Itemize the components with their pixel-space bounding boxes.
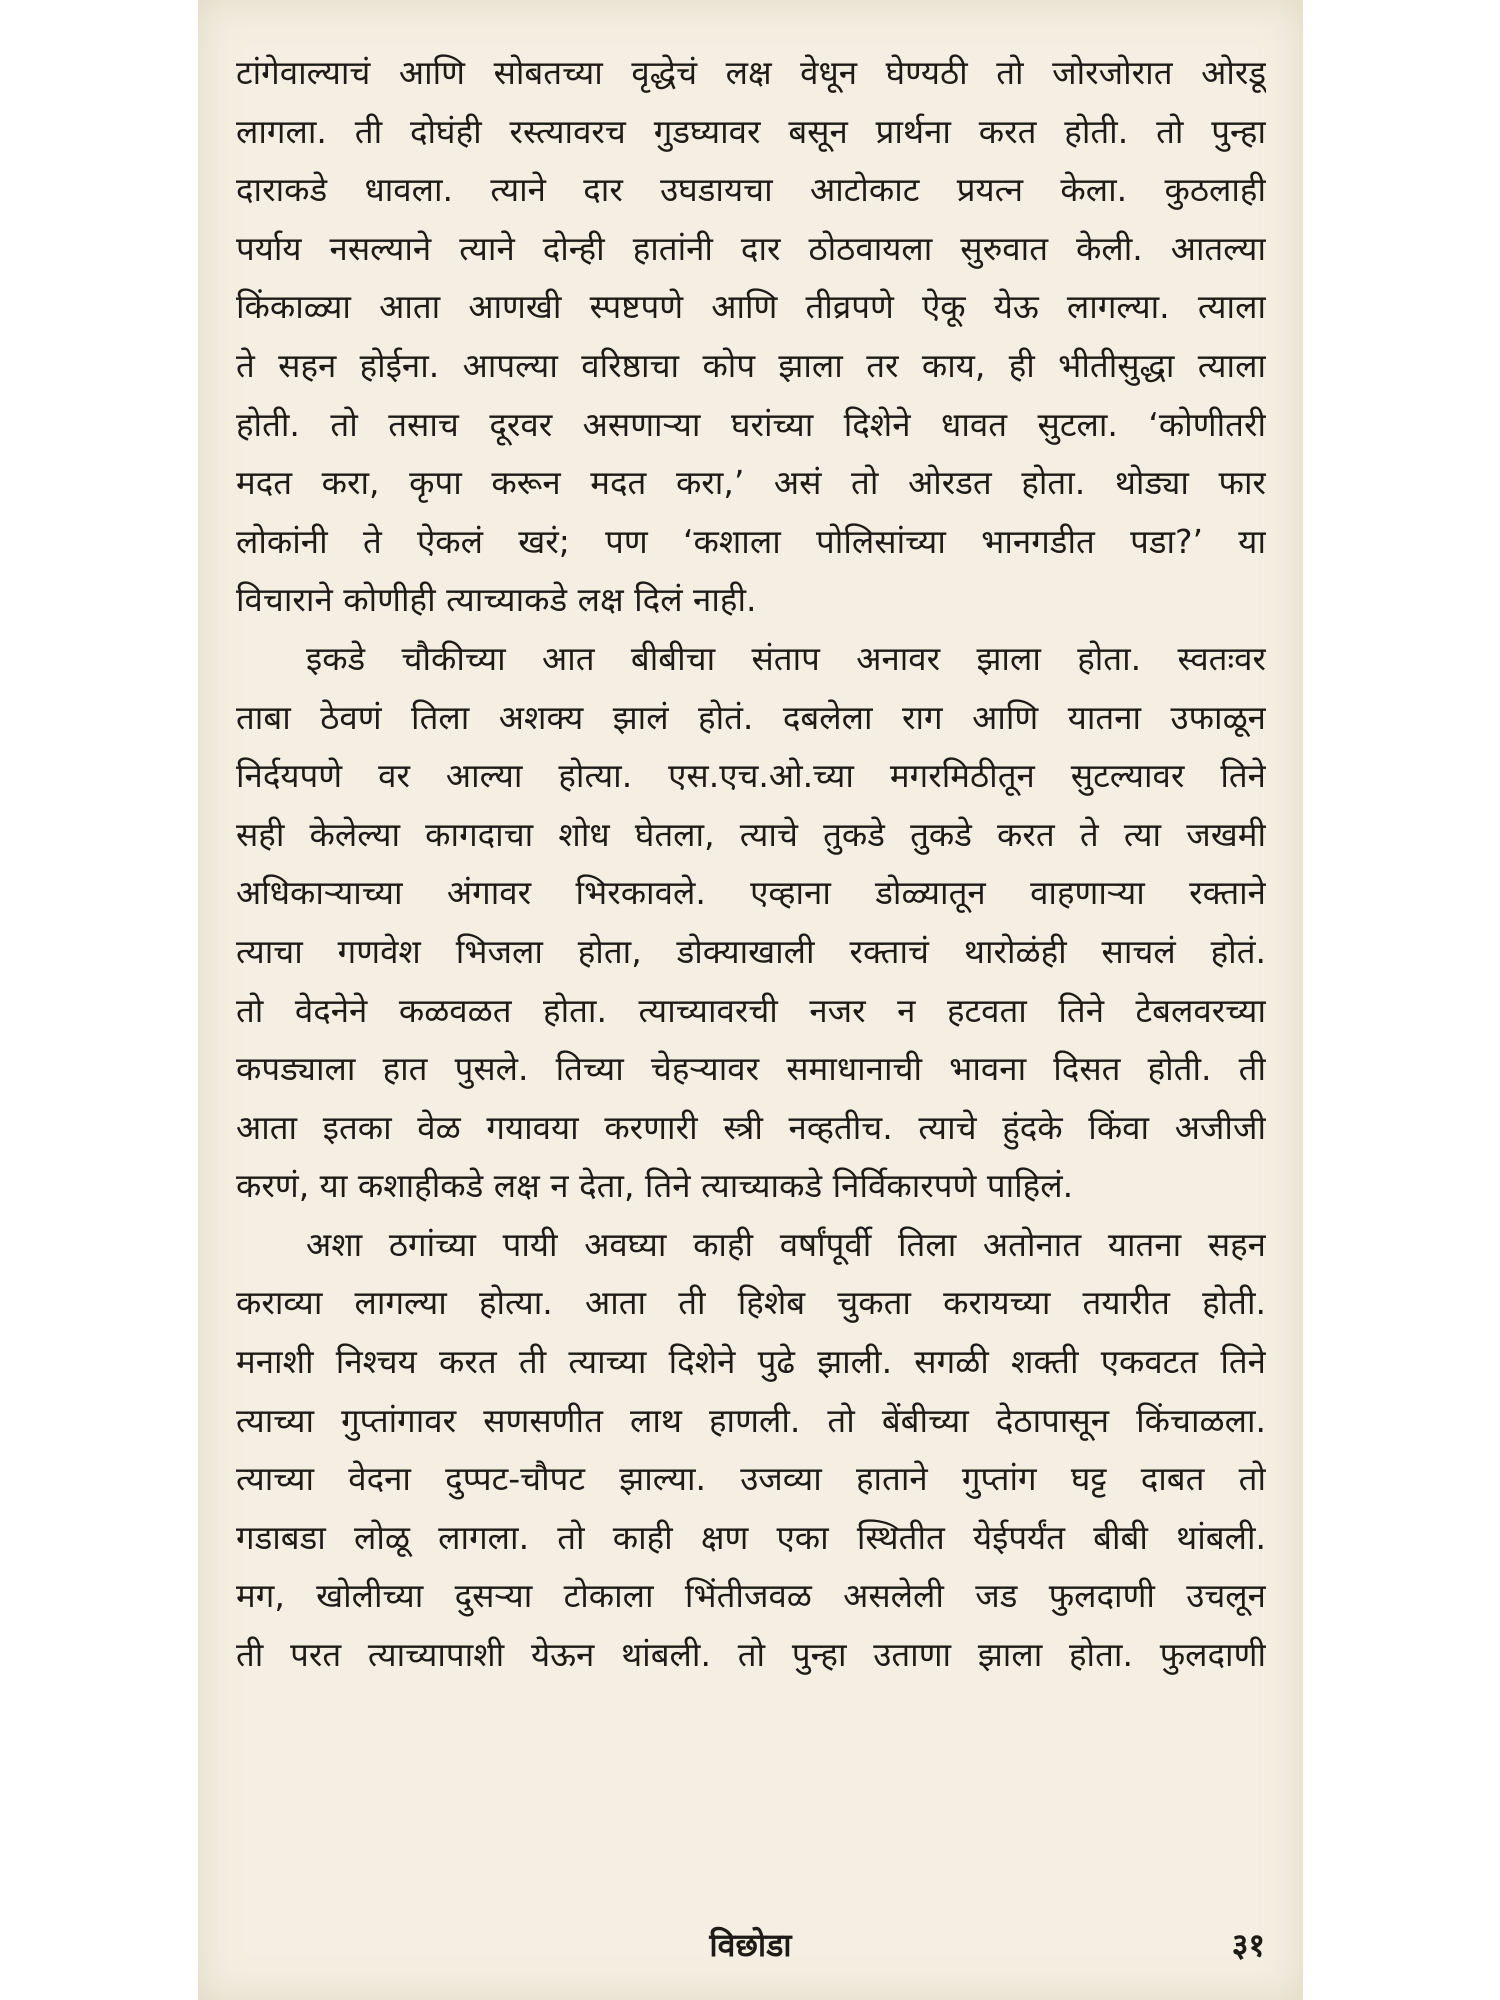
text-line: त्याचा गणवेश भिजला होता, डोक्याखाली रक्ताचं थारोळंही साचलं होतं. <box>236 931 1266 971</box>
text-line: करणं, या कशाहीकडे लक्ष न देता, तिने त्याच्याकडे निर्विकारपणे पाहिलं. <box>236 1166 1074 1206</box>
text-line: पर्याय नसल्याने त्याने दोन्ही हातांनी दार ठोठवायला सुरुवात केली. आतल्या <box>236 228 1266 268</box>
text-line: विचाराने कोणीही त्याच्याकडे लक्ष दिलं नाही. <box>236 580 757 620</box>
body-text <box>236 44 1266 1685</box>
text-line: निर्दयपणे वर आल्या होत्या. एस.एच.ओ.च्या मगरमिठीतून सुटल्यावर तिने <box>236 756 1266 796</box>
text-line: टांगेवाल्याचं आणि सोबतच्या वृद्धेचं लक्ष वेधून घेण्यठी तो जोरजोरात ओरडू <box>236 53 1266 92</box>
text-line: इकडे चौकीच्या आत बीबीचा संताप अनावर झाला होता. स्वतःवर <box>306 638 1266 678</box>
text-line: तो वेदनेने कळवळत होता. त्याच्यावरची नजर न हटवता तिने टेबलवरच्या <box>236 990 1266 1030</box>
text-line: दाराकडे धावला. त्याने दार उघडायचा आटोकाट प्रयत्न केला. कुठलाही <box>236 170 1266 210</box>
page-number: ३१ <box>1231 1926 1265 1964</box>
text-line: सही केलेल्या कागदाचा शोध घेतला, त्याचे तुकडे तुकडे करत ते त्या जखमी <box>236 814 1266 854</box>
text-line: ताबा ठेवणं तिला अशक्य झालं होतं. दबलेला राग आणि यातना उफाळून <box>236 697 1266 737</box>
text-line: अशा ठगांच्या पायी अवघ्या काही वर्षांपूर्वी तिला अतोनात यातना सहन <box>306 1224 1266 1264</box>
text-line: त्याच्या वेदना दुप्पट-चौपट झाल्या. उजव्या हाताने गुप्तांग घट्ट दाबत तो <box>236 1459 1266 1499</box>
text-line: लोकांनी ते ऐकलं खरं; पण ‘कशाला पोलिसांच्या भानगडीत पडा?’ या <box>236 521 1266 561</box>
text-line: मनाशी निश्चय करत ती त्याच्या दिशेने पुढे झाली. सगळी शक्ती एकवटत तिने <box>236 1342 1266 1382</box>
text-line: आता इतका वेळ गयावया करणारी स्त्री नव्हतीच. त्याचे हुंदके किंवा अजीजी <box>236 1107 1266 1147</box>
text-line: लागला. ती दोघंही रस्त्यावरच गुडघ्यावर बसून प्रार्थना करत होती. तो पुन्हा <box>236 111 1266 151</box>
text-line: त्याच्या गुप्तांगावर सणसणीत लाथ हाणली. तो बेंबीच्या देठापासून किंचाळला. <box>236 1400 1266 1440</box>
text-line: कपड्याला हात पुसले. तिच्या चेहऱ्यावर समाधानाची भावना दिसत होती. ती <box>236 1049 1266 1089</box>
text-line: मग, खोलीच्या दुसऱ्या टोकाला भिंतीजवळ असलेली जड फुलदाणी उचलून <box>236 1576 1266 1616</box>
text-line: गडाबडा लोळू लागला. तो काही क्षण एका स्थितीत येईपर्यंत बीबी थांबली. <box>236 1517 1266 1557</box>
text-line: किंकाळ्या आता आणखी स्पष्टपणे आणि तीव्रपणे ऐकू येऊ लागल्या. त्याला <box>236 287 1266 327</box>
text-line: मदत करा, कृपा करून मदत करा,’ असं तो ओरडत होता. थोड्या फार <box>236 463 1266 503</box>
paragraph-1 <box>236 44 1266 630</box>
running-footer-title: विछोडा <box>709 1926 792 1964</box>
paragraph-2 <box>236 630 1266 1216</box>
text-line: कराव्या लागल्या होत्या. आता ती हिशेब चुकता करायच्या तयारीत होती. <box>236 1283 1266 1323</box>
text-line: होती. तो तसाच दूरवर असणाऱ्या घरांच्या दिशेने धावत सुटला. ‘कोणीतरी <box>236 404 1266 444</box>
book-page <box>198 0 1303 2000</box>
text-line: ती परत त्याच्यापाशी येऊन थांबली. तो पुन्हा उताणा झाला होता. फुलदाणी <box>236 1635 1266 1675</box>
text-line: अधिकाऱ्याच्या अंगावर भिरकावले. एव्हाना डोळ्यातून वाहणाऱ्या रक्ताने <box>236 873 1266 913</box>
paragraph-3 <box>236 1216 1266 1685</box>
text-line: ते सहन होईना. आपल्या वरिष्ठाचा कोप झाला तर काय, ही भीतीसुद्धा त्याला <box>236 345 1266 385</box>
